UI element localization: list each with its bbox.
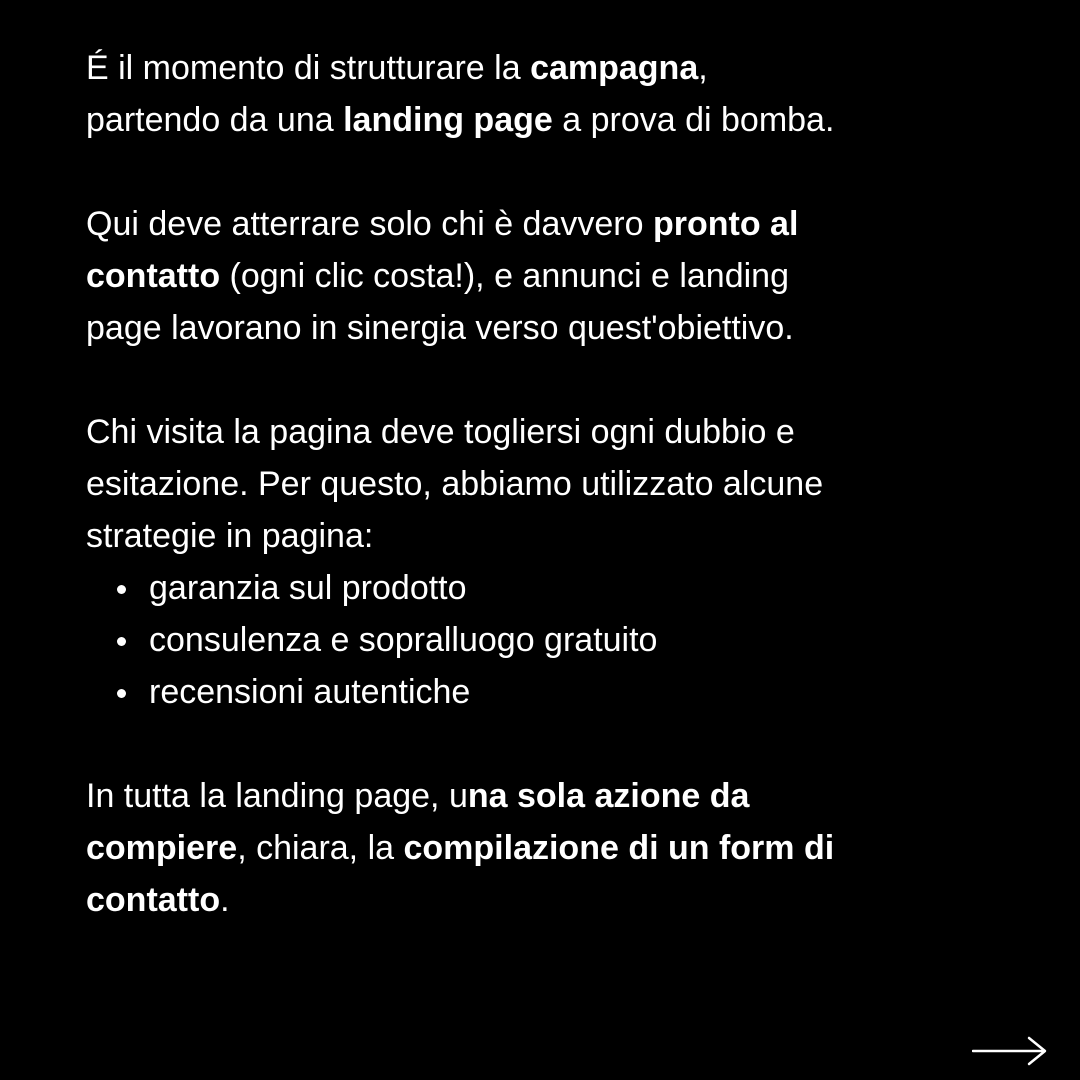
arrow-right-icon-svg bbox=[972, 1036, 1048, 1066]
list-item bbox=[86, 614, 986, 666]
list-item-text: recensioni autentiche bbox=[149, 673, 471, 711]
list-item bbox=[86, 562, 986, 614]
paragraph-spacer bbox=[86, 718, 986, 770]
list-item-text: garanzia sul prodotto bbox=[149, 569, 467, 607]
arrow-right-icon[interactable] bbox=[972, 1036, 1048, 1066]
paragraph-call-to-action: In tutta la landing page, una sola azione da compiere, chiara, la compilazione di un form di contatto. bbox=[86, 777, 835, 919]
emphasized-text: compiere bbox=[86, 829, 238, 867]
list-item bbox=[86, 666, 986, 718]
paragraph-campaign: É il momento di strutturare la campagna, partendo da una landing page a prova di bomba. bbox=[86, 49, 835, 139]
emphasized-text: campagna bbox=[530, 49, 699, 87]
emphasized-text: compilazione di un form di bbox=[403, 829, 835, 867]
slide-content bbox=[86, 42, 986, 926]
bullet-icon bbox=[117, 637, 126, 646]
bullet-icon bbox=[117, 689, 126, 698]
bullet-icon bbox=[117, 585, 126, 594]
emphasized-text: contatto bbox=[86, 881, 221, 919]
emphasized-text: landing page bbox=[343, 101, 553, 139]
emphasized-text: na sola azione da bbox=[467, 777, 750, 815]
paragraph-strategies: Chi visita la pagina deve togliersi ogni dubbio e esitazione. Per questo, abbiamo utilizzato alcune strategie in pagina: bbox=[86, 413, 824, 555]
paragraph-spacer bbox=[86, 354, 986, 406]
list-item-text: consulenza e sopralluogo gratuito bbox=[149, 621, 658, 659]
emphasized-text: contatto bbox=[86, 257, 221, 295]
emphasized-text: pronto al bbox=[652, 205, 799, 243]
strategy-list bbox=[86, 562, 986, 718]
paragraph-target-audience: Qui deve atterrare solo chi è davvero pronto al contatto (ogni clic costa!), e annunci e landing page lavorano in sinergia verso quest'obiettivo. bbox=[86, 205, 799, 347]
paragraph-spacer bbox=[86, 146, 986, 198]
